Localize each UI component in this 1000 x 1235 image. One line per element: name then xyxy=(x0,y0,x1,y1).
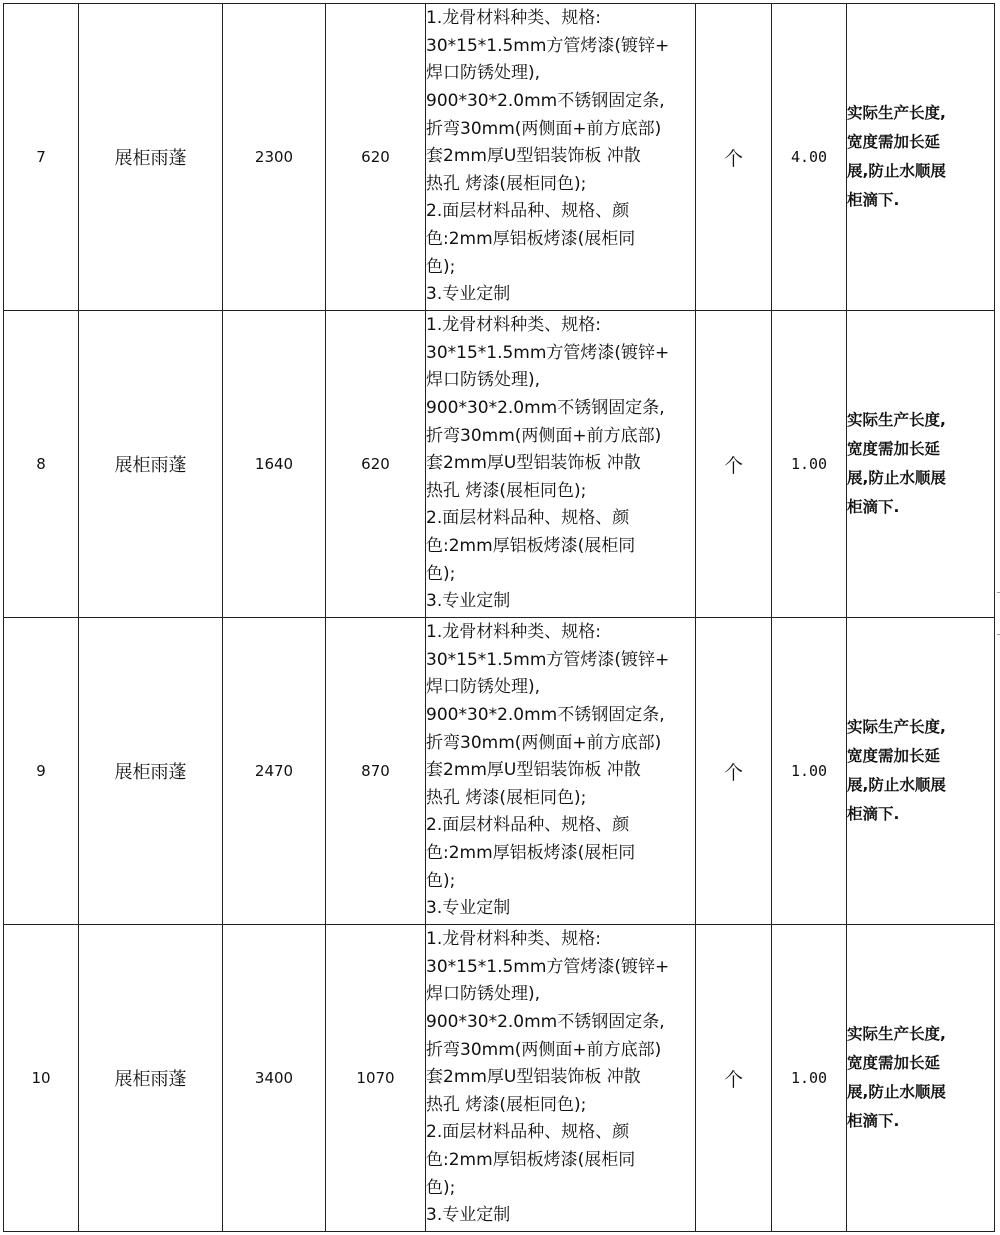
item-unit: 个 xyxy=(696,311,772,618)
description-line: 900*30*2.0mm不锈钢固定条, xyxy=(426,1012,665,1033)
quantity-spec-table xyxy=(3,3,995,1232)
note-line: 宽度需加长延 xyxy=(847,133,941,151)
item-note xyxy=(847,311,995,618)
item-unit: 个 xyxy=(696,4,772,311)
note-line: 展,防止水顺展 xyxy=(847,469,946,487)
item-unit: 个 xyxy=(696,618,772,925)
note-line: 展,防止水顺展 xyxy=(847,1083,946,1101)
description-line: 套2mm厚U型铝装饰板 冲散 xyxy=(426,1067,641,1088)
note-line: 实际生产长度, xyxy=(847,411,946,429)
table-row xyxy=(4,925,995,1232)
description-line: 3.专业定制 xyxy=(426,284,511,305)
description-line: 1.龙骨材料种类、规格: xyxy=(426,315,601,336)
description-line: 套2mm厚U型铝装饰板 冲散 xyxy=(426,760,641,781)
item-quantity: 1.00 xyxy=(772,311,847,618)
description-line: 热孔 烤漆(展柜同色); xyxy=(426,1094,587,1115)
description-line: 热孔 烤漆(展柜同色); xyxy=(426,787,587,808)
description-line: 30*15*1.5mm方管烤漆(镀锌+ xyxy=(426,649,670,670)
item-name: 展柜雨蓬 xyxy=(79,311,223,618)
description-line: 折弯30mm(两侧面+前方底部) xyxy=(426,118,662,139)
item-name: 展柜雨蓬 xyxy=(79,618,223,925)
item-name: 展柜雨蓬 xyxy=(79,925,223,1232)
description-line: 3.专业定制 xyxy=(426,591,511,612)
item-length: 1640 xyxy=(223,311,326,618)
item-width: 1070 xyxy=(326,925,426,1232)
description-line: 30*15*1.5mm方管烤漆(镀锌+ xyxy=(426,956,670,977)
description-line: 3.专业定制 xyxy=(426,1205,511,1226)
description-line: 套2mm厚U型铝装饰板 冲散 xyxy=(426,453,641,474)
table-row xyxy=(4,618,995,925)
item-width: 620 xyxy=(326,4,426,311)
description-line: 2.面层材料品种、规格、颜 xyxy=(426,508,630,529)
note-line: 宽度需加长延 xyxy=(847,440,941,458)
table-row xyxy=(4,4,995,311)
description-line: 色); xyxy=(426,563,456,584)
note-line: 展,防止水顺展 xyxy=(847,162,946,180)
table-body xyxy=(4,4,995,1232)
description-line: 热孔 烤漆(展柜同色); xyxy=(426,480,587,501)
item-name: 展柜雨蓬 xyxy=(79,4,223,311)
item-description xyxy=(426,311,696,618)
note-line: 展,防止水顺展 xyxy=(847,776,946,794)
description-line: 1.龙骨材料种类、规格: xyxy=(426,929,601,950)
note-line: 柜滴下. xyxy=(847,498,900,516)
description-line: 色); xyxy=(426,256,456,277)
description-line: 2.面层材料品种、规格、颜 xyxy=(426,1122,630,1143)
description-line: 折弯30mm(两侧面+前方底部) xyxy=(426,1039,662,1060)
item-width: 620 xyxy=(326,311,426,618)
description-line: 3.专业定制 xyxy=(426,898,511,919)
item-note xyxy=(847,4,995,311)
row-index: 7 xyxy=(4,4,79,311)
description-line: 折弯30mm(两侧面+前方底部) xyxy=(426,732,662,753)
description-line: 2.面层材料品种、规格、颜 xyxy=(426,815,630,836)
description-line: 色); xyxy=(426,1177,456,1198)
description-line: 1.龙骨材料种类、规格: xyxy=(426,622,601,643)
description-line: 30*15*1.5mm方管烤漆(镀锌+ xyxy=(426,35,670,56)
note-line: 实际生产长度, xyxy=(847,1025,946,1043)
note-line: 柜滴下. xyxy=(847,805,900,823)
note-line: 实际生产长度, xyxy=(847,104,946,122)
description-line: 色:2mm厚铝板烤漆(展柜同 xyxy=(426,1149,636,1170)
item-description xyxy=(426,925,696,1232)
row-index: 8 xyxy=(4,311,79,618)
description-line: 焊口防锈处理), xyxy=(426,677,541,698)
description-line: 折弯30mm(两侧面+前方底部) xyxy=(426,425,662,446)
description-line: 焊口防锈处理), xyxy=(426,984,541,1005)
note-line: 柜滴下. xyxy=(847,191,900,209)
item-width: 870 xyxy=(326,618,426,925)
item-quantity: 1.00 xyxy=(772,925,847,1232)
description-line: 色:2mm厚铝板烤漆(展柜同 xyxy=(426,535,636,556)
note-line: 宽度需加长延 xyxy=(847,1054,941,1072)
description-line: 焊口防锈处理), xyxy=(426,63,541,84)
item-unit: 个 xyxy=(696,925,772,1232)
item-note xyxy=(847,618,995,925)
row-index: 10 xyxy=(4,925,79,1232)
note-line: 宽度需加长延 xyxy=(847,747,941,765)
item-length: 3400 xyxy=(223,925,326,1232)
description-line: 900*30*2.0mm不锈钢固定条, xyxy=(426,91,665,112)
item-description xyxy=(426,618,696,925)
description-line: 套2mm厚U型铝装饰板 冲散 xyxy=(426,146,641,167)
description-line: 色:2mm厚铝板烤漆(展柜同 xyxy=(426,842,636,863)
item-note xyxy=(847,925,995,1232)
item-description xyxy=(426,4,696,311)
table-row xyxy=(4,311,995,618)
description-line: 焊口防锈处理), xyxy=(426,370,541,391)
description-line: 900*30*2.0mm不锈钢固定条, xyxy=(426,398,665,419)
note-line: 柜滴下. xyxy=(847,1112,900,1130)
description-line: 色:2mm厚铝板烤漆(展柜同 xyxy=(426,228,636,249)
description-line: 2.面层材料品种、规格、颜 xyxy=(426,201,630,222)
description-line: 1.龙骨材料种类、规格: xyxy=(426,8,601,29)
item-length: 2470 xyxy=(223,618,326,925)
description-line: 热孔 烤漆(展柜同色); xyxy=(426,173,587,194)
row-index: 9 xyxy=(4,618,79,925)
item-length: 2300 xyxy=(223,4,326,311)
item-quantity: 1.00 xyxy=(772,618,847,925)
item-quantity: 4.00 xyxy=(772,4,847,311)
description-line: 色); xyxy=(426,870,456,891)
note-line: 实际生产长度, xyxy=(847,718,946,736)
description-line: 900*30*2.0mm不锈钢固定条, xyxy=(426,705,665,726)
description-line: 30*15*1.5mm方管烤漆(镀锌+ xyxy=(426,342,670,363)
